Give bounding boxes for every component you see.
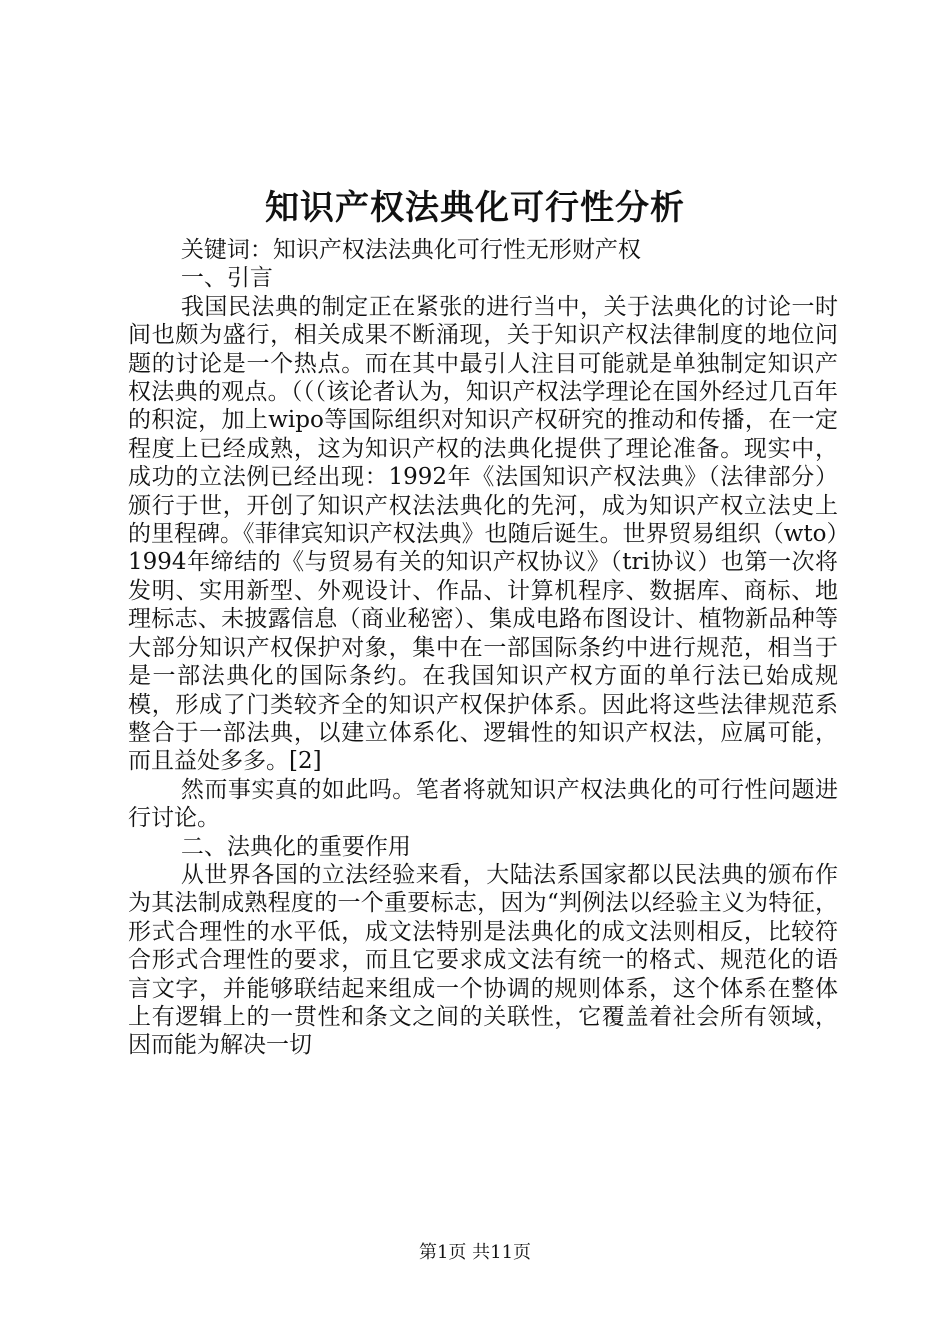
document-body [128, 236, 838, 1060]
page-footer [0, 1241, 950, 1265]
section-heading-introduction: 一、引言 [180, 265, 273, 292]
keywords-paragraph: 关键词：知识产权法法典化可行性无形财产权 [180, 237, 641, 263]
body-paragraph: 然而事实真的如此吗。笔者将就知识产权法典化的可行性问题进行讨论。 [128, 776, 838, 832]
section-heading-codification-role: 二、法典化的重要作用 [180, 833, 411, 860]
document-title: 知识产权法典化可行性分析 [265, 188, 685, 228]
body-paragraph: 我国民法典的制定正在紧张的进行当中，关于法典化的讨论一时间也颇为盛行，相关成果不断涌现，关于知识产权法律制度的地位问题的讨论是一个热点。而在其中最引人注目可能就是单独制定知识产权法典的观点。（（（该论者认为，知识产权法学理论在国外经过几百年的积淀，加上wipo等国际组织对知识产权研究的推动和传播，在一定程度上已经成熟，这为知识产权的法典化提供了理论准备。现实中，成功的立法例已经出现：1992年《法国知识产权法典》（法律部分）颁行于世，开创了知识产权法法典化的先河，成为知识产权立法史上的里程碑。《菲律宾知识产权法典》也随后诞生。世界贸易组织（wto）1994年缔结的《与贸易有关的知识产权协议》（tri协议）也第一次将发明、实用新型、外观设计、作品、计算机程序、数据库、商标、地理标志、未披露信息（商业秘密）、集成电路布图设计、植物新品种等大部分知识产权保护对象，集中在一部国际条约中进行规范，相当于是一部法典化的国际条约。在我国知识产权方面的单行法已始成规模，形成了门类较齐全的知识产权保护体系。因此将这些法律规范系整合于一部法典，以建立体系化、逻辑性的知识产权法，应属可能，而且益处多多。[2] [128, 293, 838, 775]
body-paragraph: 从世界各国的立法经验来看，大陆法系国家都以民法典的颁布作为其法制成熟程度的一个重要标志，因为“判例法以经验主义为特征，形式合理性的水平低，成文法特别是法典化的成文法则相反，比较符合形式合理性的要求，而且它要求成文法有统一的格式、规范化的语言文字，并能够联结起来组成一个协调的规则体系，这个体系在整体上有逻辑上的一贯性和条文之间的关联性，它覆盖着社会所有领域，因而能为解决一切 [128, 861, 838, 1059]
page-number: 第1页 共11页 [418, 1242, 532, 1263]
